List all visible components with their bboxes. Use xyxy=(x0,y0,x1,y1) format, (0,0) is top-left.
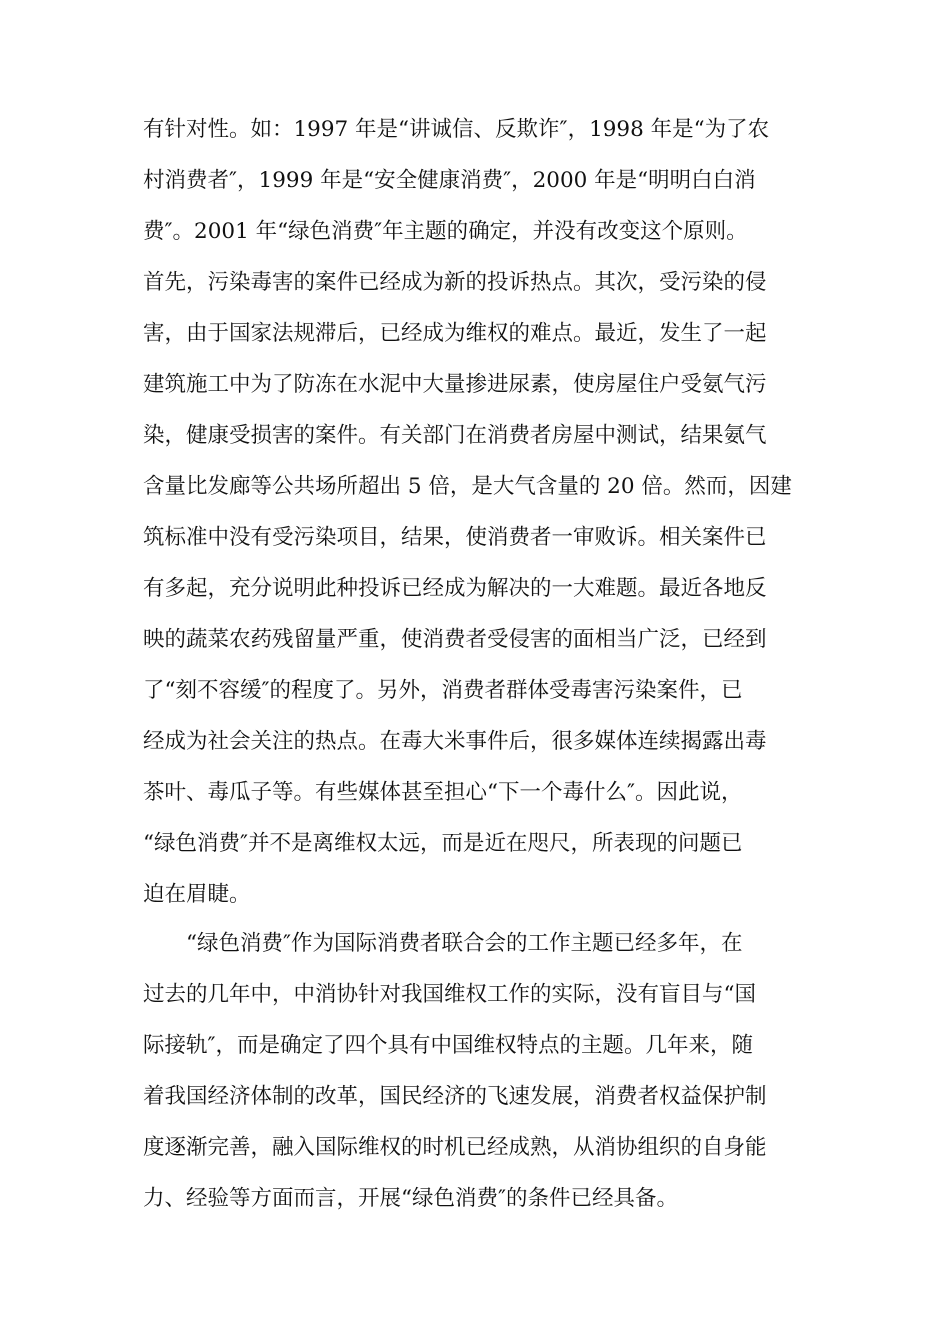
text-line: 费″。2001 年“绿色消费″年主题的确定，并没有改变这个原则。 xyxy=(143,219,748,244)
text-line: 含量比发廊等公共场所超出 5 倍，是大气含量的 20 倍。然而，因建 xyxy=(143,474,792,499)
text-line: 经成为社会关注的热点。在毒大米事件后，很多媒体连续揭露出毒 xyxy=(143,729,767,754)
paragraph-2 xyxy=(143,918,808,1224)
text-line: 有多起，充分说明此种投诉已经成为解决的一大难题。最近各地反 xyxy=(143,576,767,601)
text-line: “绿色消费″并不是离维权太远，而是近在咫尺，所表现的问题已 xyxy=(143,831,743,856)
text-line: 度逐渐完善，融入国际维权的时机已经成熟，从消协组织的自身能 xyxy=(143,1135,767,1160)
text-line: 村消费者″，1999 年是“安全健康消费″，2000 年是“明明白白消 xyxy=(143,168,756,193)
text-line: 过去的几年中，中消协针对我国维权工作的实际，没有盲目与“国 xyxy=(143,982,756,1007)
text-line: 建筑施工中为了防冻在水泥中大量掺进尿素，使房屋住户受氨气污 xyxy=(143,372,767,397)
text-line: 首先，污染毒害的案件已经成为新的投诉热点。其次，受污染的侵 xyxy=(143,270,767,295)
text-line: 际接轨″，而是确定了四个具有中国维权特点的主题。几年来，随 xyxy=(143,1033,754,1058)
text-line: 筑标准中没有受污染项目，结果，使消费者一审败诉。相关案件已 xyxy=(143,525,767,550)
text-line: 茶叶、毒瓜子等。有些媒体甚至担心“下一个毒什么″。因此说， xyxy=(143,780,743,805)
text-line: 迫在眉睫。 xyxy=(143,882,251,907)
text-line: 着我国经济体制的改革，国民经济的飞速发展，消费者权益保护制 xyxy=(143,1084,767,1109)
text-line: 力、经验等方面而言，开展“绿色消费″的条件已经具备。 xyxy=(143,1186,679,1211)
text-line: 有针对性。如：1997 年是“讲诚信、反欺诈″，1998 年是“为了农 xyxy=(143,117,770,142)
text-line: 染，健康受损害的案件。有关部门在消费者房屋中测试，结果氨气 xyxy=(143,423,767,448)
text-line: 映的蔬菜农药残留量严重，使消费者受侵害的面相当广泛，已经到 xyxy=(143,627,767,652)
text-line: “绿色消费″作为国际消费者联合会的工作主题已经多年，在 xyxy=(143,931,743,956)
paragraph-1 xyxy=(143,104,808,920)
text-line: 害，由于国家法规滞后，已经成为维权的难点。最近，发生了一起 xyxy=(143,321,767,346)
text-line: 了“刻不容缓″的程度了。另外，消费者群体受毒害污染案件，已 xyxy=(143,678,743,703)
